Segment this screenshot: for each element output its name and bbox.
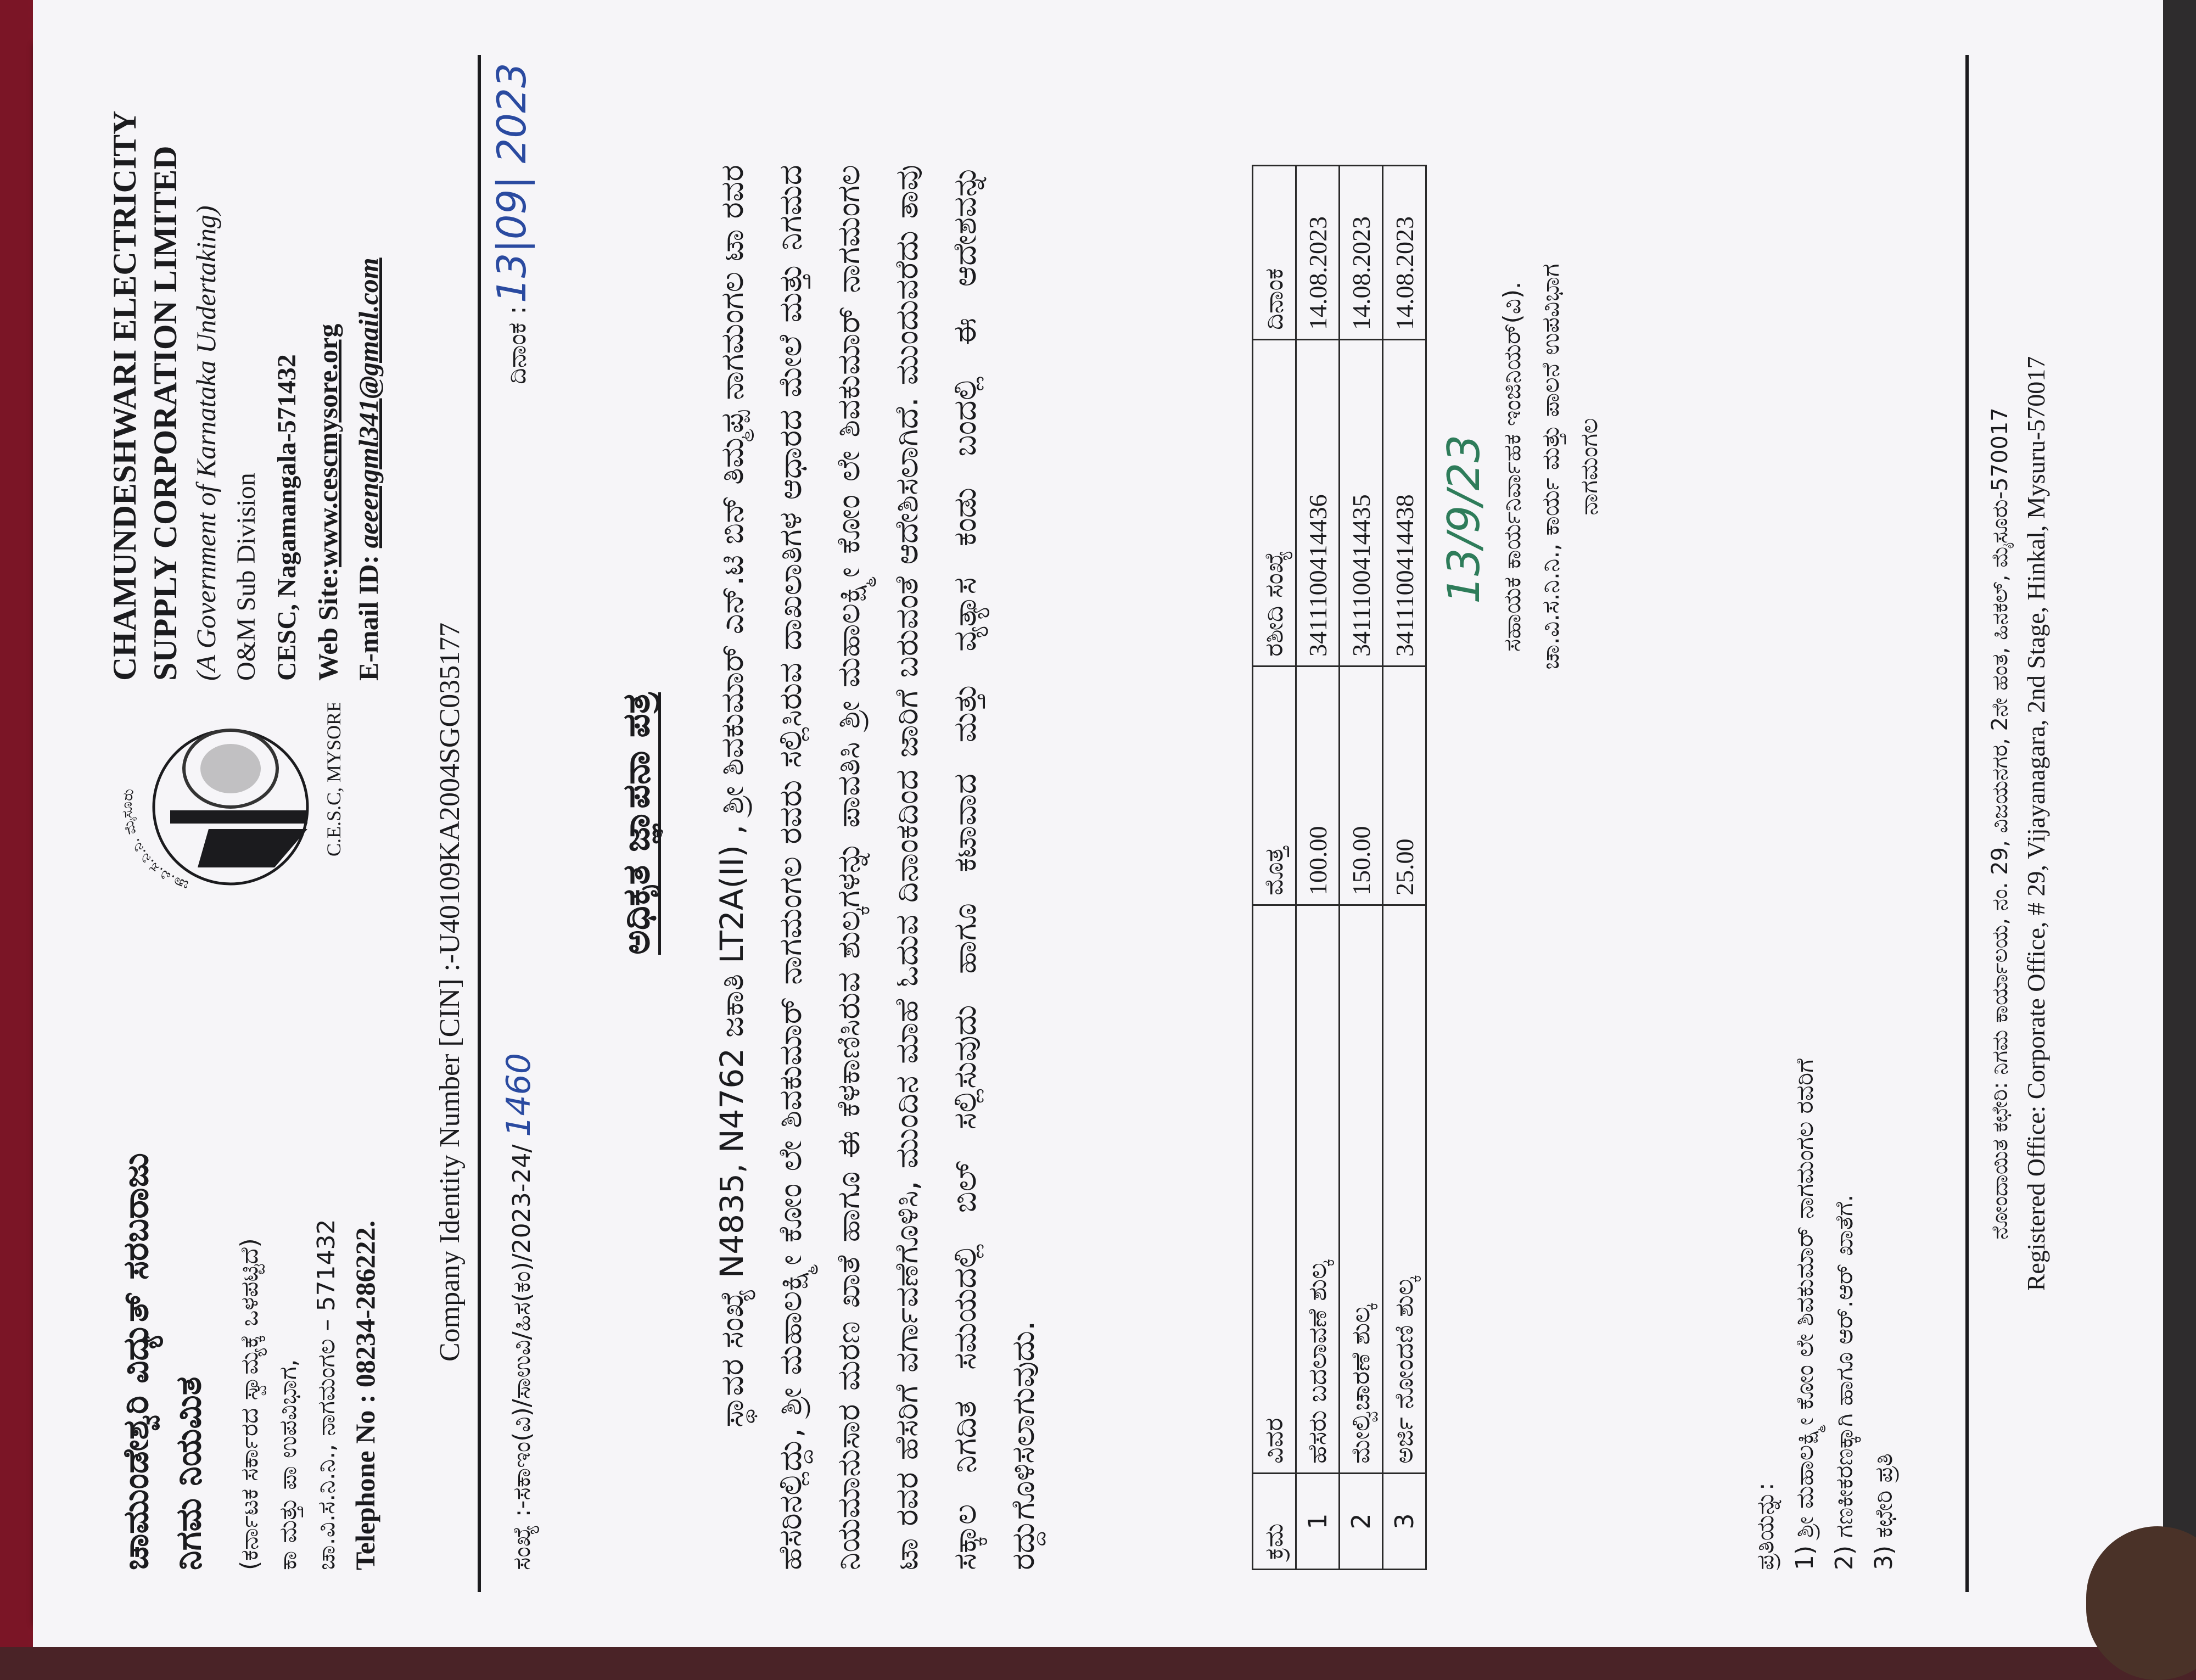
cin-line xyxy=(434,623,466,1362)
table-row xyxy=(1340,166,1383,1570)
en-company-name-line1: CHAMUNDESHWARI ELECTRICITY xyxy=(107,110,143,681)
cesc-logo-graphic xyxy=(99,703,357,911)
kn-address-line: ಚಾ.ವಿ.ಸ.ನಿ.ನಿ., ನಾಗಮಂಗಲ – 571432 xyxy=(312,1219,340,1570)
kn-company-name xyxy=(110,911,215,1570)
email-label: E-mail ID: xyxy=(353,555,384,681)
kn-gov-line: (ಕರ್ನಾಟಕ ಸರ್ಕಾರದ ಸ್ವಾಮ್ಯಕ್ಕೆ ಒಳಪಟ್ಟಿದೆ) xyxy=(236,1238,264,1570)
website-line xyxy=(307,22,348,681)
ref-number-prefix: ಸಂಖ್ಯೆ :-ಸಕಾಇಂ(ವಿ)/ಸಾಉವಿ/ಹಿಸ(ಕಂ)/2023-24/ xyxy=(508,1144,536,1570)
letter-body: ಸ್ಥಾವರ ಸಂಖ್ಯೆ N4835, N4762 ಜಕಾತಿ LT2A(II) , ಶ್ರೀ ಶಿವಕುಮಾರ್ ಎನ್.ಟಿ ಬಿನ್ ತಿಮ್ಮಪ್ಪ ನಾಗಮಂಗಲ ಟಾ ರವರ ಹೆಸರಿನಲ್ಲಿದ್ದು, ಶ್ರೀ ಮಹಾಲಕ್ಷ್ಮೀ ಕೋಂ ಲೇ ಶಿವಕುಮಾರ್ ನಾಗಮಂಗಲ ರವರು ಸಲ್ಲಿಸಿರುವ ದಾಖಲಾತಿಗಳ ಆಧಾರದ ಮೇಲೆ ಮತ್ತು ನಿಗಮದ ನಿಯಮಾನುಸಾರ ಮರಣ ಖಾತೆ ಹಾಗೂ ಈ ಕೆಳಕಾಣಿಸಿರುವ ಶುಲ್ಕಗಳನ್ನು ಪಾವತಿಸಿ ಶ್ರೀ ಮಹಾಲಕ್ಷ್ಮೀ ಕೋಂ ಲೇ ಶಿವಕುಮಾರ್ ನಾಗಮಂಗಲ ಟಾ ರವರ ಹೆಸರಿಗೆ ವರ್ಗಾವಣೆಗೊಳಿಸಿ, ಮುಂದಿನ ಮಾಹೆ ಓದುವ ದಿನಾಂಕದಿಂದ ಜಾರಿಗೆ ಬರುವಂತೆ ಆದೇಶಿಸಲಾಗಿದೆ. ಮುಂದುವರೆದು ತಾವು ಸಕ್ಕಾಲ ನಿಗದಿತ ಸಮಯದಲ್ಲಿ ಬಿಲ್ ಸಲ್ಲಿಸುವುದು ಹಾಗೂ ಕಟಾವಾದ ಮತ್ತು ವ್ಯತ್ಯಾಸ ಕಂಡು ಬಂದಲ್ಲಿ ಈ ಆದೇಶವನ್ನು ರದ್ದುಗೊಳಿಸಲಾಗುವುದು. xyxy=(713,165,1041,1570)
cesc-logo xyxy=(99,703,357,911)
header-divider xyxy=(478,55,481,1592)
date-handwritten: 13|09| 2023 xyxy=(489,63,535,304)
logo-text: C.E.S.C, MYSORE xyxy=(323,703,345,856)
en-company-name-line2: SUPPLY CORPORATION LIMITED xyxy=(147,145,183,681)
cell-date: 14.08.2023 xyxy=(1296,166,1340,340)
table-row xyxy=(1383,166,1426,1570)
cell-receipt: 3411100414438 xyxy=(1383,340,1426,667)
col-header-serial: ಕ್ರಮ xyxy=(1253,1474,1296,1570)
letter-title: ಅಧಿಕೃತ ಜ್ಞಾಪನಾ ಪತ್ರ xyxy=(615,692,661,955)
cell-receipt: 3411100414435 xyxy=(1340,340,1383,667)
cell-date: 14.08.2023 xyxy=(1383,166,1426,340)
signature-place: ನಾಗಮಂಗಲ xyxy=(1575,418,1603,516)
footer-kn-office: ನೋಂದಾಯಿತ ಕಛೇರಿ: ನಿಗಮ ಕಾರ್ಯಾಲಯ, ನಂ. 29, ವಿಜಯನಗರ, 2ನೇ ಹಂತ, ಹಿನಕಲ್, ಮೈಸೂರು-570017 xyxy=(1987,407,2013,1240)
thumb-photo xyxy=(2086,1526,2196,1680)
cc-item: 2) ಗಣಕೀಕರಣಕ್ಕಾಗಿ ಹಾಗೂ ಆರ್.ಆರ್ ಖಾತೆಗೆ. xyxy=(1830,1194,1858,1570)
email-line xyxy=(348,22,389,681)
col-header-date: ದಿನಾಂಕ xyxy=(1253,166,1296,340)
footer-block xyxy=(1982,0,2054,1647)
letter-page xyxy=(33,0,2163,1647)
kn-company-name-line1: ಚಾಮುಂಡೇಶ್ವರಿ ವಿದ್ಯುತ್ ಸರಬರಾಜು xyxy=(116,1153,156,1570)
cell-details: ಅರ್ಜಿ ನೋಂದಣಿ ಶುಲ್ಕ xyxy=(1383,905,1426,1474)
en-company-block xyxy=(104,22,389,681)
en-division-line: O&M Sub Division xyxy=(232,473,261,681)
cell-amount: 25.00 xyxy=(1383,667,1426,905)
fees-table xyxy=(1252,165,1427,1570)
cc-item: 3) ಕಛೇರಿ ಪ್ರತಿ xyxy=(1870,1453,1898,1570)
cell-date: 14.08.2023 xyxy=(1340,166,1383,340)
fees-table-header xyxy=(1253,166,1296,1570)
signature-office: ಚಾ.ವಿ.ಸ.ನಿ.ನಿ., ಕಾರ್ಯ ಮತ್ತು ಪಾಲನೆ ಉಪವಿಭಾಗ xyxy=(1537,264,1565,670)
col-header-details: ವಿವರ xyxy=(1253,905,1296,1474)
en-address-line: CESC, Nagamangala-571432 xyxy=(272,354,301,681)
footer-divider xyxy=(1965,55,1969,1592)
cell-details: ಹೆಸರು ಬದಲಾವಣೆ ಶುಲ್ಕ xyxy=(1296,905,1340,1474)
kn-address-block xyxy=(231,911,384,1570)
logo-arc-text: ಚಾ.ವಿ.ಸ.ನಿ.ನಿ. ಮೈಸೂರು xyxy=(119,787,191,894)
letter-title-wrap xyxy=(615,0,659,1647)
footer-en-office: Registered Office: Corporate Office, # 29, Vijayanagara, 2nd Stage, Hinkal, Mysuru-570017 xyxy=(2022,356,2050,1291)
date-line xyxy=(489,63,535,384)
cell-amount: 100.00 xyxy=(1296,667,1340,905)
ref-number-line xyxy=(500,1053,538,1570)
cin-value: U40109KA2004SGC035177 xyxy=(434,622,466,954)
cell-details: ಮೇಲ್ವಿಚಾರಣೆ ಶುಲ್ಕ xyxy=(1340,905,1383,1474)
signature-handwritten: 13/9/23 xyxy=(1438,434,1489,604)
kn-company-name-line2: ನಿಗಮ ನಿಯಮಿತ xyxy=(169,1376,209,1570)
date-label: ದಿನಾಂಕ : xyxy=(502,306,531,384)
cc-block xyxy=(1746,1059,1904,1570)
website-link[interactable]: www.cescmysore.org xyxy=(312,323,343,568)
document-stage xyxy=(33,0,2163,1647)
signature-block xyxy=(1493,110,1609,824)
cell-serial: 3 xyxy=(1383,1474,1426,1570)
col-header-receipt: ರಶೀದಿ ಸಂಖ್ಯೆ xyxy=(1253,340,1296,667)
en-gov-line: (A Government of Karnataka Undertaking) xyxy=(191,205,221,681)
website-label: Web Site: xyxy=(312,567,343,681)
ref-number-handwritten: 1460 xyxy=(500,1053,538,1137)
cc-item: 1) ಶ್ರೀ ಮಹಾಲಕ್ಷ್ಮೀ ಕೋಂ ಲೇ ಶಿವಕುಮಾರ್ ನಾಗಮಂಗಲ ರವರಿಗೆ xyxy=(1791,1059,1819,1570)
cell-receipt: 3411100414436 xyxy=(1296,340,1340,667)
email-link[interactable]: aeeengml341@gmail.com xyxy=(353,257,384,548)
cell-serial: 1 xyxy=(1296,1474,1340,1570)
kn-division-line: ಕಾ ಮತ್ತು ಪಾ ಉಪವಿಭಾಗ, xyxy=(274,1359,302,1570)
col-header-amount: ಮೊತ್ತ xyxy=(1253,667,1296,905)
cell-serial: 2 xyxy=(1340,1474,1383,1570)
cell-amount: 150.00 xyxy=(1340,667,1383,905)
table-row xyxy=(1296,166,1340,1570)
signature-designation: ಸಹಾಯಕ ಕಾರ್ಯನಿರ್ವಾಹಕ ಇಂಜಿನಿಯರ್(ವಿ). xyxy=(1498,281,1526,652)
telephone-line: Telephone No : 08234-286222. xyxy=(350,1220,380,1570)
cc-label: ಪ್ರತಿಯನ್ನು: xyxy=(1751,1482,1779,1570)
cin-label: Company Identity Number [CIN] :- xyxy=(434,954,466,1362)
